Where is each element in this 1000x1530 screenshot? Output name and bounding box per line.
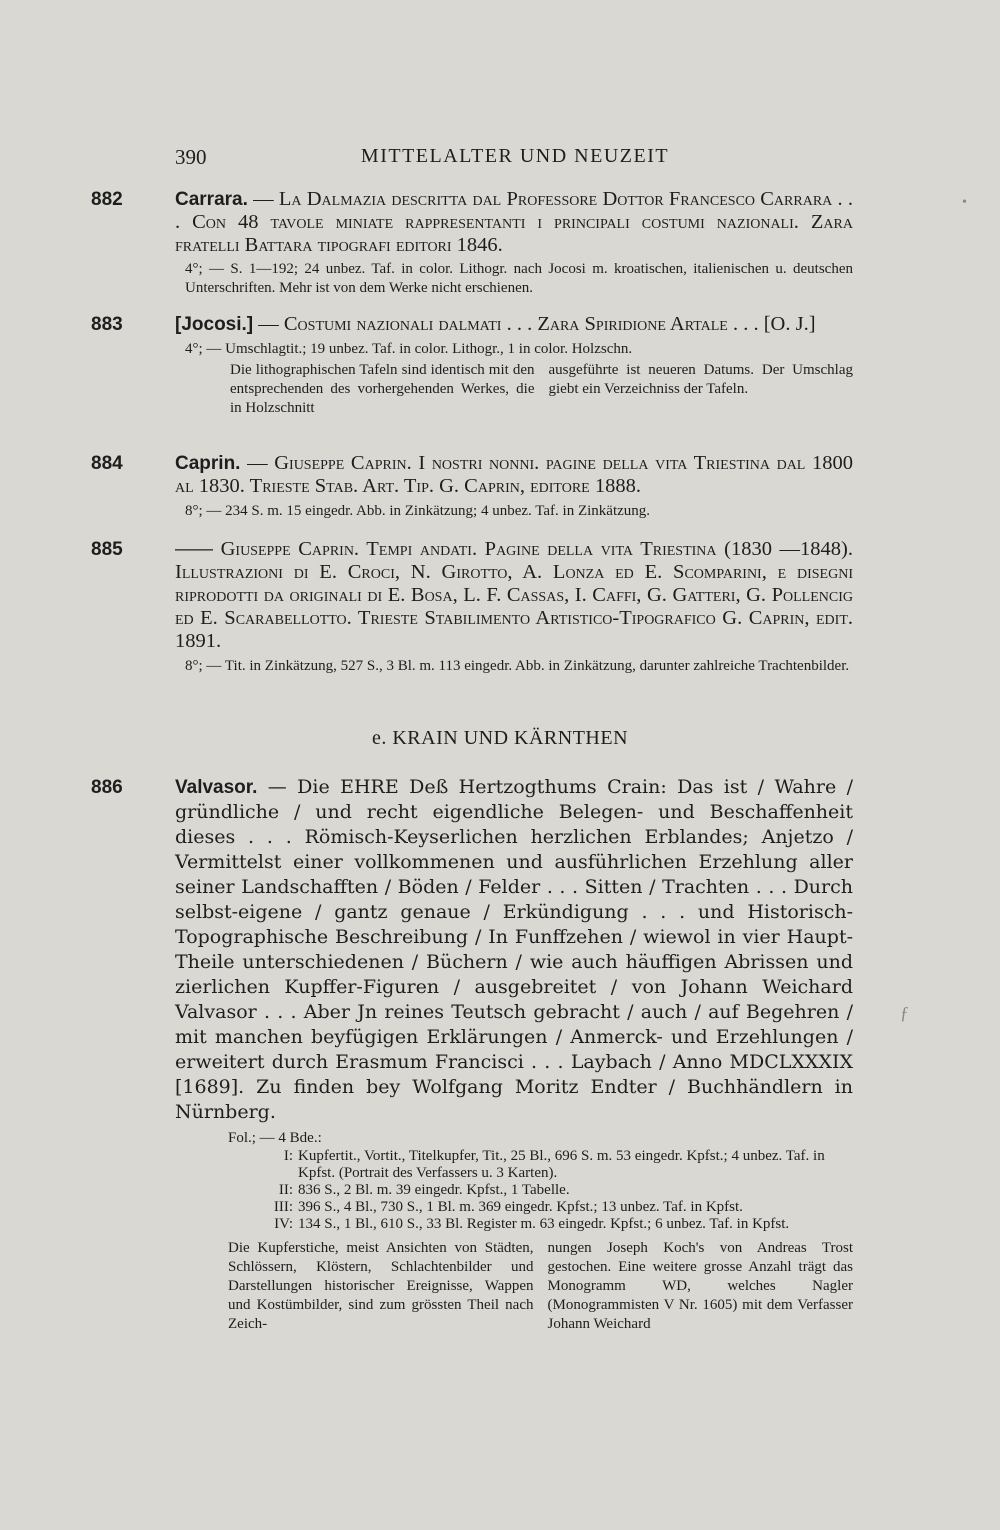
page-number: 390 bbox=[175, 145, 207, 169]
commentary-col-left: Die Kupferstiche, meist Ansichten von Städten, Schlössern, Klöstern, Schlachtenbilder und Darstellungen historischer Ereignisse, Wappen und Kostümbilder, sind zum grössten Theil nach Zeich- bbox=[228, 1240, 534, 1332]
margin-dot-icon: • bbox=[962, 195, 967, 210]
volume-item: II: 836 S., 2 Bl. m. 39 eingedr. Kpfst., 1 Tabelle. bbox=[278, 1182, 570, 1198]
section-heading: e. KRAIN UND KÄRNTHEN bbox=[371, 727, 629, 749]
entry-number: 884 bbox=[91, 453, 123, 474]
entry-note: 8°; — 234 S. m. 15 eingedr. Abb. in Zinkätzung; 4 unbez. Taf. in Zinkätzung. bbox=[185, 503, 651, 519]
entry-format: Fol.; — 4 Bde.: bbox=[228, 1130, 322, 1146]
running-title: MITTELALTER UND NEUZEIT bbox=[360, 145, 670, 167]
commentary-col-left: Die lithographischen Tafeln sind identisch mit den entsprechenden des vorhergehenden Werkes, die in Holzschnitt bbox=[230, 362, 535, 416]
commentary-col-right: nungen Joseph Koch's von Andreas Trost gestochen. Eine weitere grosse Anzahl trägt das Monogramm WD, welches Nagler (Monogrammisten V Nr. 1605) mit dem Verfasser Johann Weichard bbox=[547, 1240, 853, 1332]
volume-item: IV: 134 S., 1 Bl., 610 S., 33 Bl. Register m. 63 eingedr. Kpfst.; 6 unbez. Taf. in Kpfst. bbox=[274, 1216, 790, 1232]
volume-item: I: Kupfertit., Vortit., Titelkupfer, Tit., 25 Bl., 696 S. m. 53 eingedr. Kpfst.; 4 unbez. Taf. in Kpfst. (Portrait des Verfassers u. 3 Karten). bbox=[283, 1148, 825, 1181]
entry-commentary bbox=[133, 361, 853, 418]
entry-886 bbox=[91, 775, 853, 1334]
commentary-col-right: ausgeführte ist neueren Datums. Der Umschlag giebt ein Verzeichniss der Tafeln. bbox=[548, 362, 853, 397]
entry-title-block bbox=[91, 188, 853, 257]
entry-commentary bbox=[133, 1239, 853, 1334]
entry-title-block bbox=[91, 452, 854, 498]
entry-number: 886 bbox=[91, 777, 123, 798]
entry-name: Carrara. bbox=[175, 189, 248, 210]
entry-title-block bbox=[91, 313, 853, 336]
entry-note: 4°; — Umschlagtit.; 19 unbez. Taf. in color. Lithogr., 1 in color. Holzschn. bbox=[185, 341, 633, 357]
entry-883 bbox=[91, 313, 853, 418]
running-header bbox=[175, 145, 855, 175]
volume-item: III: 396 S., 4 Bl., 730 S., 1 Bl. m. 369 eingedr. Kpfst.; 13 unbez. Taf. in Kpfst. bbox=[273, 1199, 743, 1215]
entry-title: Giuseppe Caprin. Tempi andati. Pagine della vita Triestina (1830 —1848). Illustrazioni di E. Croci, N. Girotto, A. Lonza ed E. Scomparini, e disegni riprodotti da originali di E. Bosa, L. F. Cassas, I. Caffi, G. Gatteri, G. Pollencig ed E. Scarabellotto. Trieste Stabilimento Artistico-Tipografico G. Caprin, edit. 1891. bbox=[175, 538, 854, 652]
entry-title-block bbox=[91, 775, 853, 1125]
entry-number: 882 bbox=[91, 189, 123, 210]
entry-title: — Costumi nazionali dalmati . . . Zara Spiridione Artale . . . [O. J.] bbox=[258, 313, 816, 335]
entry-name: —— bbox=[175, 539, 213, 560]
margin-mark-icon: ƒ bbox=[900, 1003, 909, 1023]
volume-list bbox=[133, 1148, 853, 1233]
entry-882 bbox=[91, 188, 853, 298]
entry-name: Caprin. bbox=[175, 453, 241, 474]
entry-name: Valvasor. bbox=[175, 777, 258, 798]
entry-number: 885 bbox=[91, 539, 123, 560]
entry-884 bbox=[91, 452, 854, 521]
entry-885 bbox=[91, 538, 854, 676]
entry-title: — Giuseppe Caprin. I nostri nonni. pagine della vita Triestina dal 1800 al 1830. Trieste Stab. Art. Tip. G. Caprin, editore 1888. bbox=[175, 452, 854, 497]
entry-number: 883 bbox=[91, 314, 123, 335]
entry-name: [Jocosi.] bbox=[175, 314, 254, 335]
entry-note: 4°; — S. 1—192; 24 unbez. Taf. in color. Lithogr. nach Jocosi m. kroatischen, italienischen u. deutschen Unterschriften. Mehr ist von dem Werke nicht erschienen. bbox=[185, 261, 853, 296]
entry-title: — Die EHRE Deß Hertzogthums Crain: Das ist / Wahre / gründliche / und recht eigendliche Belegen- und Beschaffenheit dieses . . . Römisch-Keyserlichen herzlichen Erblandes; Anjetzo / Vermittelst einer vollkommenen und ausführlichen Erzehlung aller seiner Landschafften / Böden / Felder . . . Sitten / Trachten . . . Durch selbst-eigene / gantz genaue / Erkündigung . . . und Historisch-Topographische Beschreibung / In Funffzehen / wiewol in vier Haupt-Theile unterschiedenen / Büchern / wie auch häuffigen Abrissen und zierlichen Kupffer-Figuren / ausgebreitet / von Johann Weichard Valvasor . . . Aber Jn reines Teutsch gebracht / auch / auf Begehren / mit manchen beyfügigen Erklärungen / Anmerck- und Erzehlungen / erweitert durch Erasmum Francisci . . . Laybach / Anno MDCLXXXIX [1689]. Zu finden bey Wolfgang Moritz Endter / Buchhändlern in Nürnberg. bbox=[175, 776, 853, 1123]
entry-title: — La Dalmazia descritta dal Professore Dottor Francesco Carrara . . . Con 48 tavole miniate rappresentanti i principali costumi nazionali. Zara fratelli Battara tipografi editori 1846. bbox=[175, 188, 853, 256]
entry-note: 8°; — Tit. in Zinkätzung, 527 S., 3 Bl. m. 113 eingedr. Abb. in Zinkätzung, darunter zahlreiche Trachtenbilder. bbox=[185, 658, 850, 674]
entry-title-block bbox=[91, 538, 854, 653]
